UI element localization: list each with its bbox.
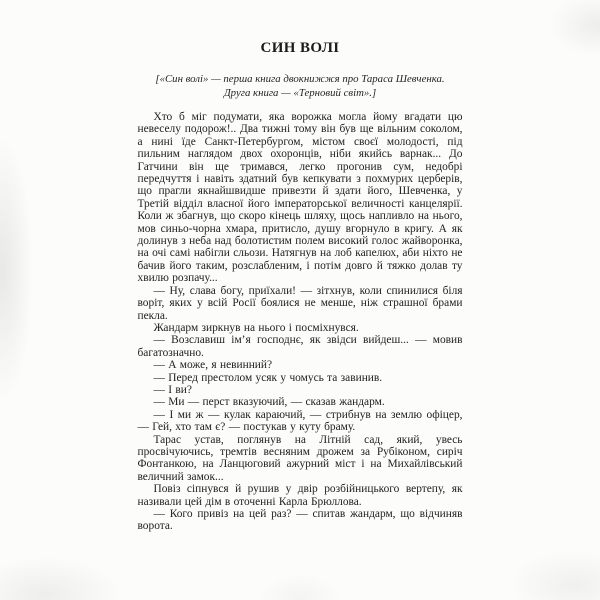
paragraph: — І ми ж — кулак караючий, — стрибнув на землю офіцер, — Гей, хто там є? — постукав у куту браму. — [137, 408, 463, 434]
text-column — [138, 0, 463, 533]
paragraph: — А може, я невинний? — [153, 359, 273, 372]
page-body — [138, 111, 463, 533]
paragraph: — І ви? — [153, 383, 192, 396]
paragraph: — Возславиш ім’я господнє, як звідси вийдеш... — мовив багатозначно. — [137, 334, 463, 359]
page-title: СИН ВОЛІ — [260, 40, 340, 56]
epigraph-line: [«Син волі» — перша книга двокнижжя про Тараса Шевченка. — [155, 73, 445, 85]
epigraph-line: Друга книга — «Терновий світ».] — [223, 86, 377, 99]
paragraph: Повіз сіпнувся й рушив у двір розбійницького вертепу, як називали цей дім в оточенні Карла Брюллова. — [137, 483, 463, 508]
paragraph: Хто б міг подумати, яка ворожка могла йому вгадати цю невеселу подорож!.. Два тижні тому він був ще вільним соколом, а нині їде Санкт-Петербургом, містом своєї молодості, під пильним наглядом двох охоронців, ніби якийсь варнак... До Гатчини він ще тримався, легко прогонив сум, недобрі передчуття і навіть здатний був кепкувати з похмурих церберів, що прагли якнайшвидше привезти й здати його, Шевченка, у Третій відділ власної його імператорської величності канцелярії. Коли ж збагнув, що скоро кінець шляху, щось напливло на нього, мов синьо-чорна хмара, притисло, душу вгорнуло в кригу. А як долинув з неба над болотистим полем високий голос жайворонка, на очі самі набігли сльози. Натягнув на лоб капелюх, аби ніхто не бачив його таким, розслабленим, і потім довго й тяжко долав ту хвилю розпачу... — [137, 111, 463, 285]
paragraph: — Ми — перст вказуючий, — сказав жандарм. — [153, 396, 385, 409]
paragraph: — Кого привіз на цей раз? — спитав жандарм, що відчиняв ворота. — [137, 508, 463, 533]
paragraph: — Ну, слава богу, приїхали! — зітхнув, коли спинилися біля воріт, яких у всій Росії боялися не менше, ніж страшної брами пекла. — [137, 284, 463, 322]
paragraph: Жандарм зиркнув на нього і посміхнувся. — [153, 321, 359, 334]
paragraph: — Перед престолом усяк у чомусь та завинив. — [153, 371, 383, 384]
epigraph — [138, 73, 463, 100]
paragraph: Тарас устав, поглянув на Літній сад, який, увесь просвічуючись, тремтів весняним дрожем за Рубіконом, сиріч Фонтанкою, на Ланцюговий ажурний міст і на Михайлівський величний замок... — [137, 433, 463, 483]
